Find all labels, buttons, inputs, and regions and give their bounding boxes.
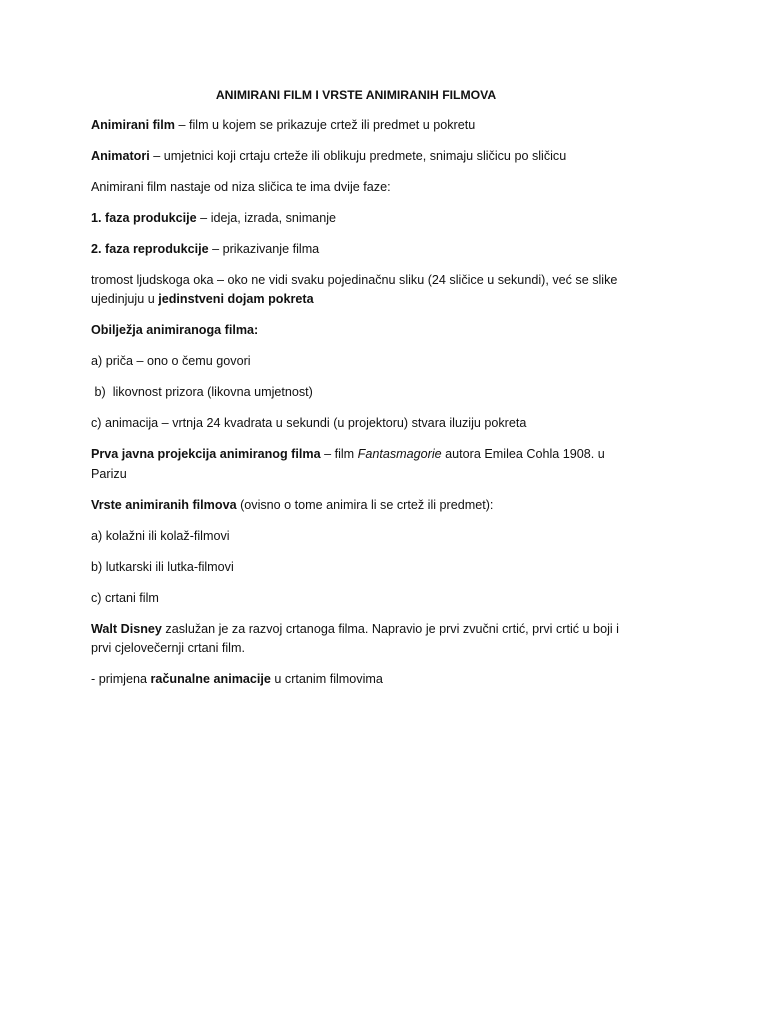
film-title-italic: Fantasmagorie [357, 447, 442, 461]
body-text: autora Emilea Cohla 1908. u Parizu [91, 447, 605, 481]
heading-obiljezja [91, 321, 621, 341]
list-item-crtani [91, 589, 621, 609]
term-bold: 1. faza produkcije [91, 210, 197, 225]
list-item-prica [91, 352, 621, 372]
definition-text: – umjetnici koji crtaju crteže ili oblikuju predmete, snimaju sličicu po sličicu [149, 148, 567, 163]
list-item-text: a) kolažni ili kolaž-filmovi [91, 528, 230, 543]
paragraph-prva-projekcija [91, 445, 621, 484]
body-text: - primjena [91, 672, 151, 686]
paragraph-animirani-film [91, 116, 621, 136]
term-bold: Animatori [91, 148, 150, 163]
list-item-lutkarski [91, 558, 621, 578]
term-bold: jedinstveni dojam pokreta [158, 292, 314, 306]
paragraph-faza-produkcije [91, 209, 621, 229]
list-item-text: c) crtani film [91, 590, 159, 605]
section-heading: Obilježja animiranoga filma: [91, 323, 259, 337]
list-item-text: b) likovnost prizora (likovna umjetnost) [91, 385, 313, 399]
body-text: zaslužan je za razvoj crtanoga filma. Napravio je prvi zvučni crtić, prvi crtić u boji i prvi cjelovečernji crtani film. [91, 621, 619, 655]
paragraph-racunalna-animacija [91, 670, 621, 690]
term-bold: Animirani film [91, 117, 175, 132]
definition-text: – film u kojem se prikazuje crtež ili predmet u pokretu [174, 117, 476, 132]
document-body [91, 86, 621, 701]
term-bold: Vrste animiranih filmova [91, 497, 237, 512]
heading-vrste [91, 496, 621, 516]
list-item-kolazni [91, 527, 621, 547]
paragraph-faza-reprodukcije [91, 240, 621, 260]
body-text: Animirani film nastaje od niza sličica te ima dvije faze: [91, 179, 391, 194]
definition-text: – prikazivanje filma [208, 241, 320, 256]
body-text: (ovisno o tome animira li se crtež ili predmet): [236, 497, 494, 512]
list-item-likovnost [91, 383, 621, 403]
list-item-animacija [91, 414, 621, 434]
list-item-text: a) priča – ono o čemu govori [91, 354, 251, 368]
paragraph-animatori [91, 147, 621, 167]
body-text: tromost ljudskoga oka – oko ne vidi svaku pojedinačnu sliku (24 sličice u sekundi), već se slike ujedinjuju u [91, 272, 618, 306]
term-bold: računalne animacije [150, 672, 271, 686]
body-text: – film [320, 447, 358, 461]
list-item-text: b) lutkarski ili lutka-filmovi [91, 559, 234, 574]
term-bold: Prva javna projekcija animiranog filma [91, 447, 321, 461]
body-text: u crtanim filmovima [270, 672, 383, 686]
document-title: ANIMIRANI FILM I VRSTE ANIMIRANIH FILMOVA [215, 88, 497, 102]
paragraph-tromost-oka [91, 271, 621, 310]
definition-text: – ideja, izrada, snimanje [196, 210, 336, 225]
paragraph-faze-intro [91, 178, 621, 198]
term-bold: 2. faza reprodukcije [91, 241, 209, 256]
paragraph-walt-disney [91, 620, 621, 659]
term-bold: Walt Disney [91, 621, 162, 636]
list-item-text: c) animacija – vrtnja 24 kvadrata u sekundi (u projektoru) stvara iluziju pokreta [91, 416, 527, 430]
